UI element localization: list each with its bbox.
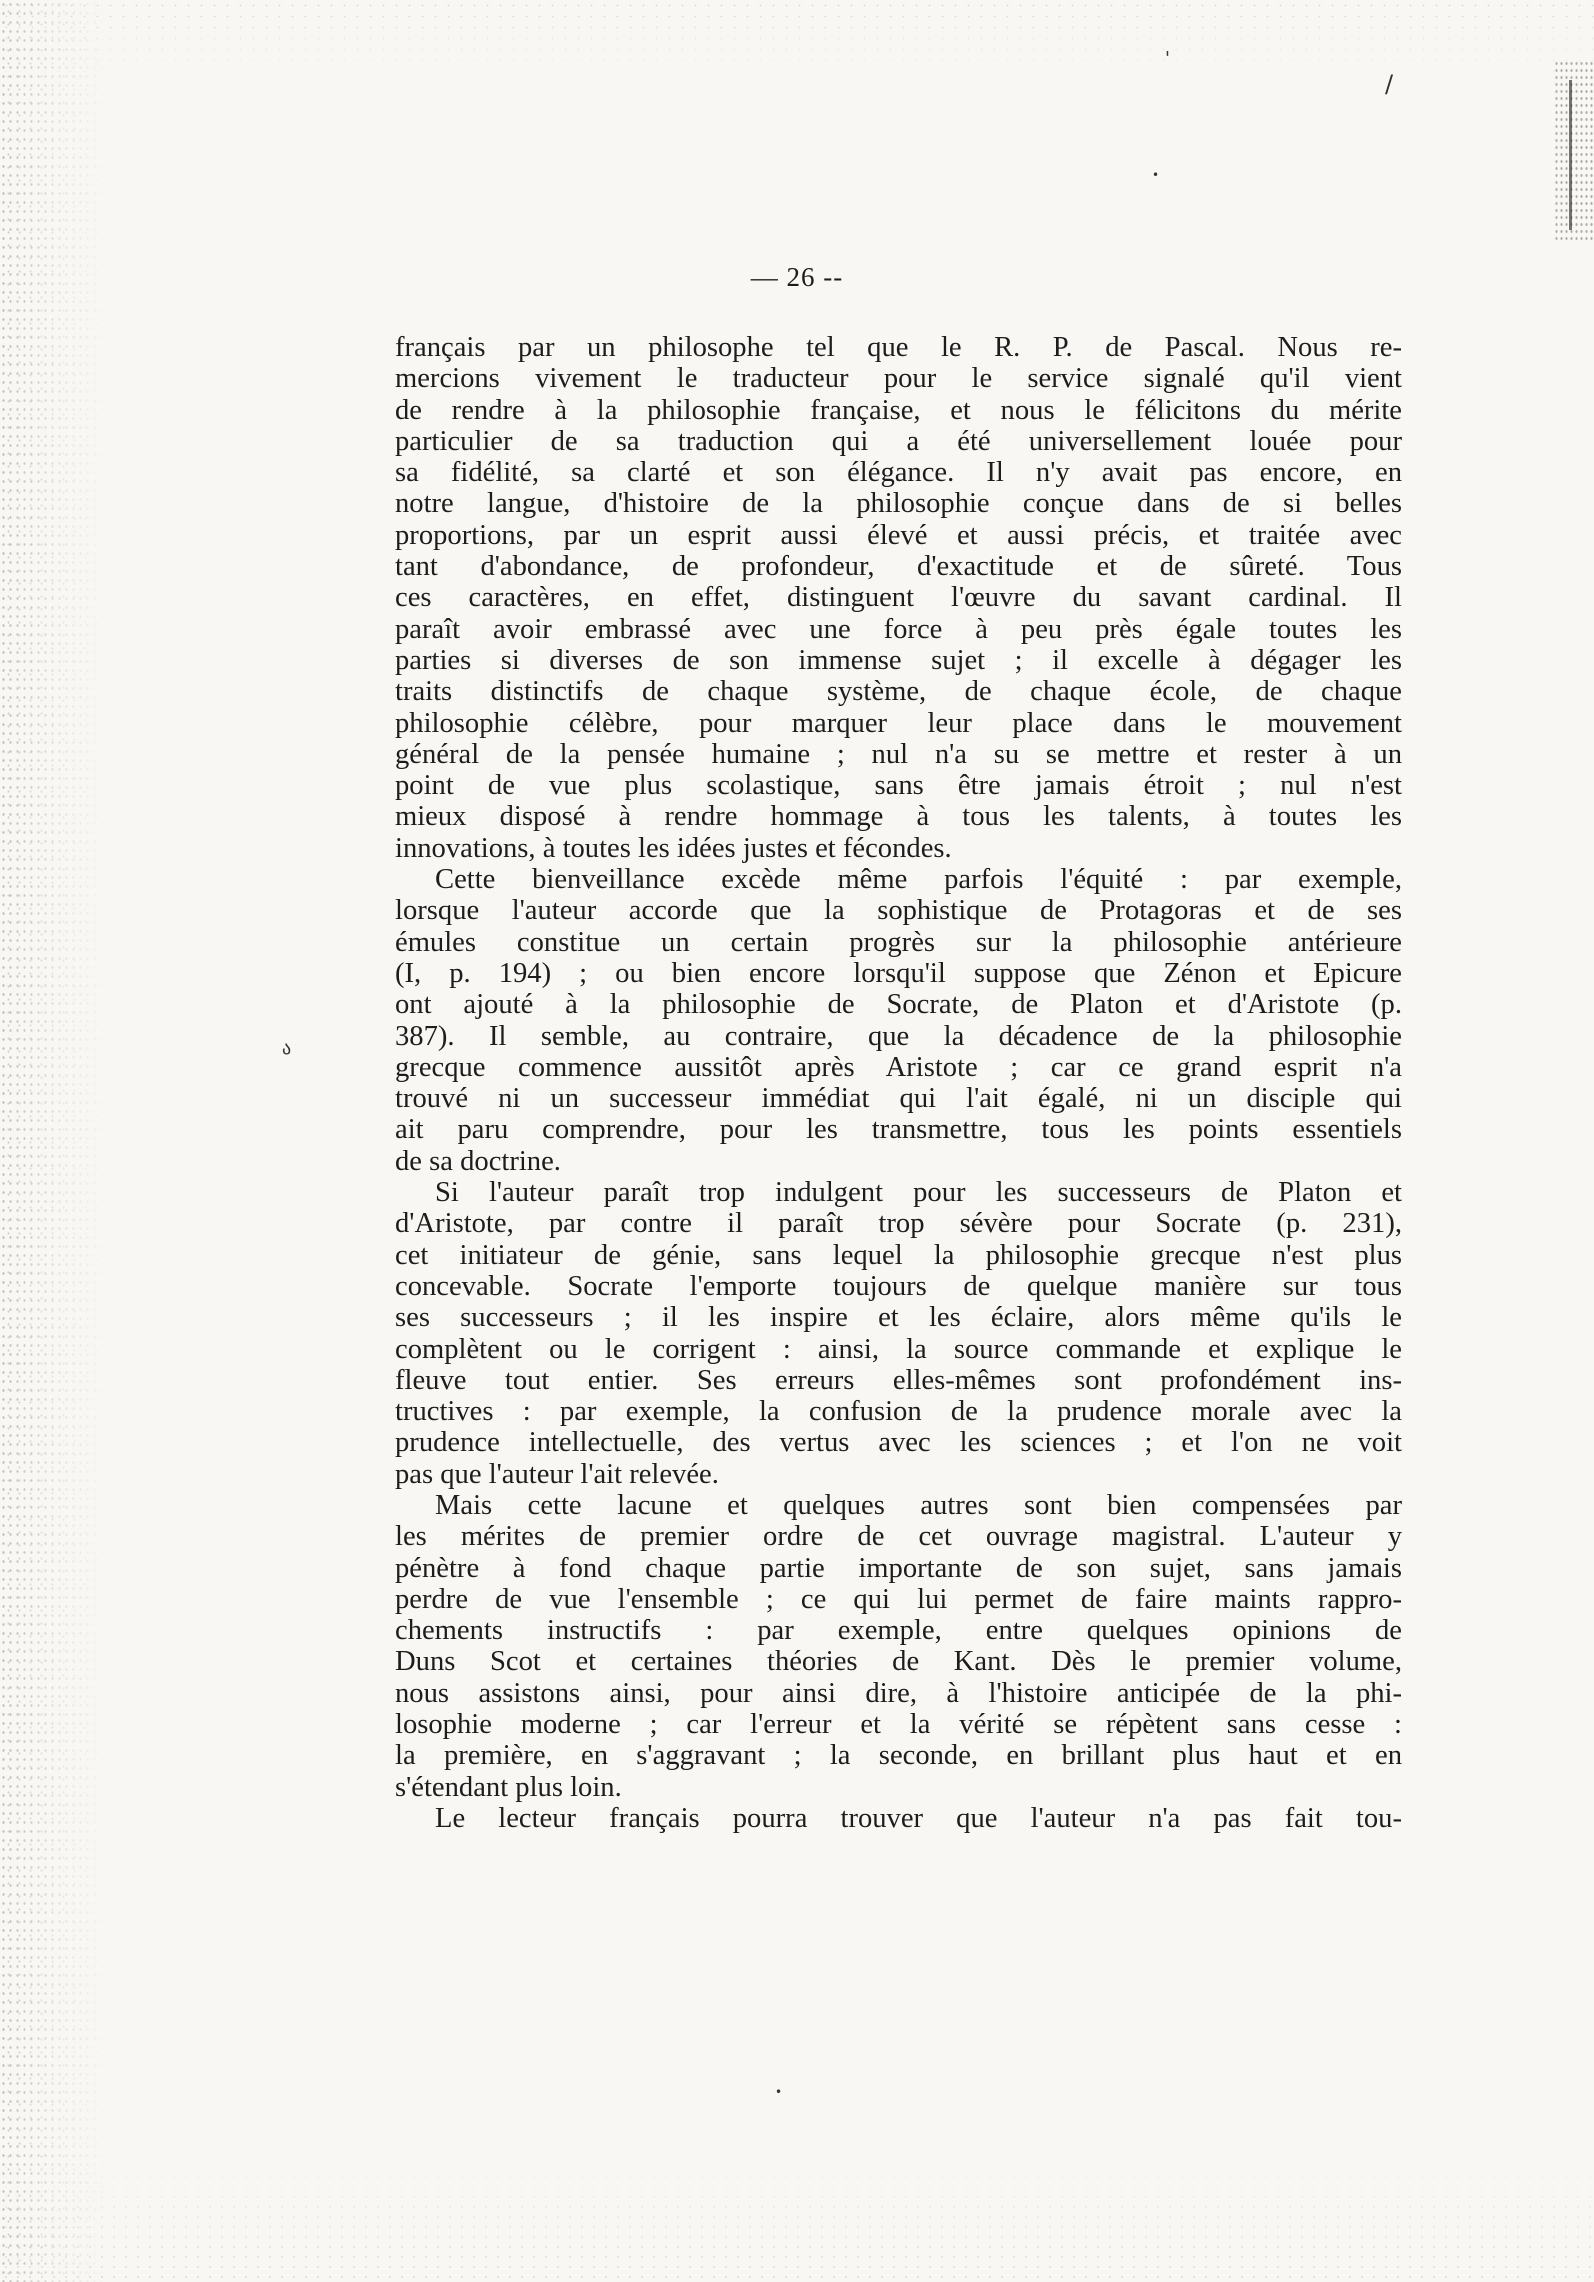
- text-line: sa fidélité, sa clarté et son élégance. Il n'y avait pas encore, en: [395, 457, 1402, 489]
- text-line: les mérites de premier ordre de cet ouvrage magistral. L'auteur y: [395, 1521, 1402, 1553]
- text-line: ont ajouté à la philosophie de Socrate, de Platon et d'Aristote (p.: [395, 989, 1402, 1021]
- text-line: notre langue, d'histoire de la philosophie conçue dans de si belles: [395, 488, 1402, 520]
- text-line: cet initiateur de génie, sans lequel la philosophie grecque n'est plus: [395, 1239, 1402, 1271]
- text-line: ses successeurs ; il les inspire et les éclaire, alors même qu'ils le: [395, 1302, 1402, 1334]
- scan-speck: ა: [282, 1038, 292, 1059]
- text-line: mieux disposé à rendre hommage à tous les talents, à toutes les: [395, 801, 1402, 833]
- text-line: losophie moderne ; car l'erreur et la vérité se répètent sans cesse :: [395, 1709, 1402, 1741]
- text-line: point de vue plus scolastique, sans être jamais étroit ; nul n'est: [395, 770, 1402, 802]
- text-line: paraît avoir embrassé avec une force à peu près égale toutes les: [395, 613, 1402, 645]
- text-line: mercions vivement le traducteur pour le service signalé qu'il vient: [395, 363, 1402, 395]
- scan-speck: •: [775, 2085, 783, 2099]
- text-line: chements instructifs : par exemple, entre quelques opinions de: [395, 1615, 1402, 1647]
- text-line: pénètre à fond chaque partie importante de son sujet, sans jamais: [395, 1552, 1402, 1584]
- text-line: Duns Scot et certaines théories de Kant. Dès le premier volume,: [395, 1646, 1402, 1678]
- page-number: — 26 --: [750, 262, 844, 292]
- text-line: (I, p. 194) ; ou bien encore lorsqu'il suppose que Zénon et Epicure: [395, 957, 1402, 989]
- text-line: fleuve tout entier. Ses erreurs elles-mêmes sont profondément ins-: [395, 1364, 1402, 1396]
- text-line: parties si diverses de son immense sujet ; il excelle à dégager les: [395, 644, 1402, 676]
- scan-noise-right: [1554, 60, 1594, 240]
- scan-noise-top: [0, 0, 1594, 90]
- text-line: proportions, par un esprit aussi élevé et aussi précis, et traitée avec: [395, 519, 1402, 551]
- text-line: français par un philosophe tel que le R. P. de Pascal. Nous re-: [395, 332, 1402, 363]
- text-line: Mais cette lacune et quelques autres sont bien compensées par: [435, 1489, 1402, 1521]
- scan-noise-bottom: [0, 2152, 1594, 2282]
- text-line: grecque commence aussitôt après Aristote ; car ce grand esprit n'a: [395, 1051, 1402, 1083]
- text-line: de rendre à la philosophie française, et nous le félicitons du mérite: [395, 394, 1402, 426]
- text-line: nous assistons ainsi, pour ainsi dire, à l'histoire anticipée de la phi-: [395, 1677, 1402, 1709]
- scan-speck: ': [1165, 48, 1170, 69]
- text-line: la première, en s'aggravant ; la seconde, en brillant plus haut et en: [395, 1740, 1402, 1772]
- text-line: Le lecteur français pourra trouver que l'auteur n'a pas fait tou-: [435, 1802, 1402, 1834]
- scan-speck: /: [1385, 70, 1394, 98]
- text-line: prudence intellectuelle, des vertus avec les sciences ; et l'on ne voit: [395, 1427, 1402, 1459]
- text-line: général de la pensée humaine ; nul n'a su se mettre et rester à un: [395, 738, 1402, 770]
- text-line: traits distinctifs de chaque système, de chaque école, de chaque: [395, 676, 1402, 708]
- text-line: Cette bienveillance excède même parfois l'équité : par exemple,: [435, 864, 1402, 896]
- text-line: pas que l'auteur l'ait relevée.: [395, 1458, 719, 1490]
- body-text: [395, 332, 1402, 1834]
- text-line: concevable. Socrate l'emporte toujours de quelque manière sur tous: [395, 1270, 1402, 1302]
- text-line: innovations, à toutes les idées justes et fécondes.: [395, 832, 952, 864]
- text-line: tant d'abondance, de profondeur, d'exactitude et de sûreté. Tous: [395, 551, 1402, 583]
- text-line: perdre de vue l'ensemble ; ce qui lui permet de faire maints rappro-: [395, 1583, 1402, 1615]
- text-line: complètent ou le corrigent : ainsi, la source commande et explique le: [395, 1333, 1402, 1365]
- text-line: 387). Il semble, au contraire, que la décadence de la philosophie: [395, 1020, 1402, 1052]
- text-line: philosophie célèbre, pour marquer leur place dans le mouvement: [395, 707, 1402, 739]
- text-line: émules constitue un certain progrès sur la philosophie antérieure: [395, 926, 1402, 958]
- scan-noise-left: [0, 0, 110, 2282]
- text-line: d'Aristote, par contre il paraît trop sévère pour Socrate (p. 231),: [395, 1208, 1402, 1240]
- text-line: s'étendant plus loin.: [395, 1771, 622, 1803]
- text-line: ces caractères, en effet, distinguent l'œuvre du savant cardinal. Il: [395, 582, 1402, 614]
- binding-mark: [1569, 80, 1572, 230]
- text-line: particulier de sa traduction qui a été universellement louée pour: [395, 425, 1402, 457]
- text-line: tructives : par exemple, la confusion de la prudence morale avec la: [395, 1396, 1402, 1428]
- text-line: Si l'auteur paraît trop indulgent pour les successeurs de Platon et: [435, 1177, 1402, 1209]
- text-line: trouvé ni un successeur immédiat qui l'ait égalé, ni un disciple qui: [395, 1083, 1402, 1115]
- scan-speck: •: [1152, 168, 1160, 182]
- text-line: ait paru comprendre, pour les transmettre, tous les points essentiels: [395, 1114, 1402, 1146]
- text-line: de sa doctrine.: [395, 1145, 561, 1177]
- text-line: lorsque l'auteur accorde que la sophistique de Protagoras et de ses: [395, 895, 1402, 927]
